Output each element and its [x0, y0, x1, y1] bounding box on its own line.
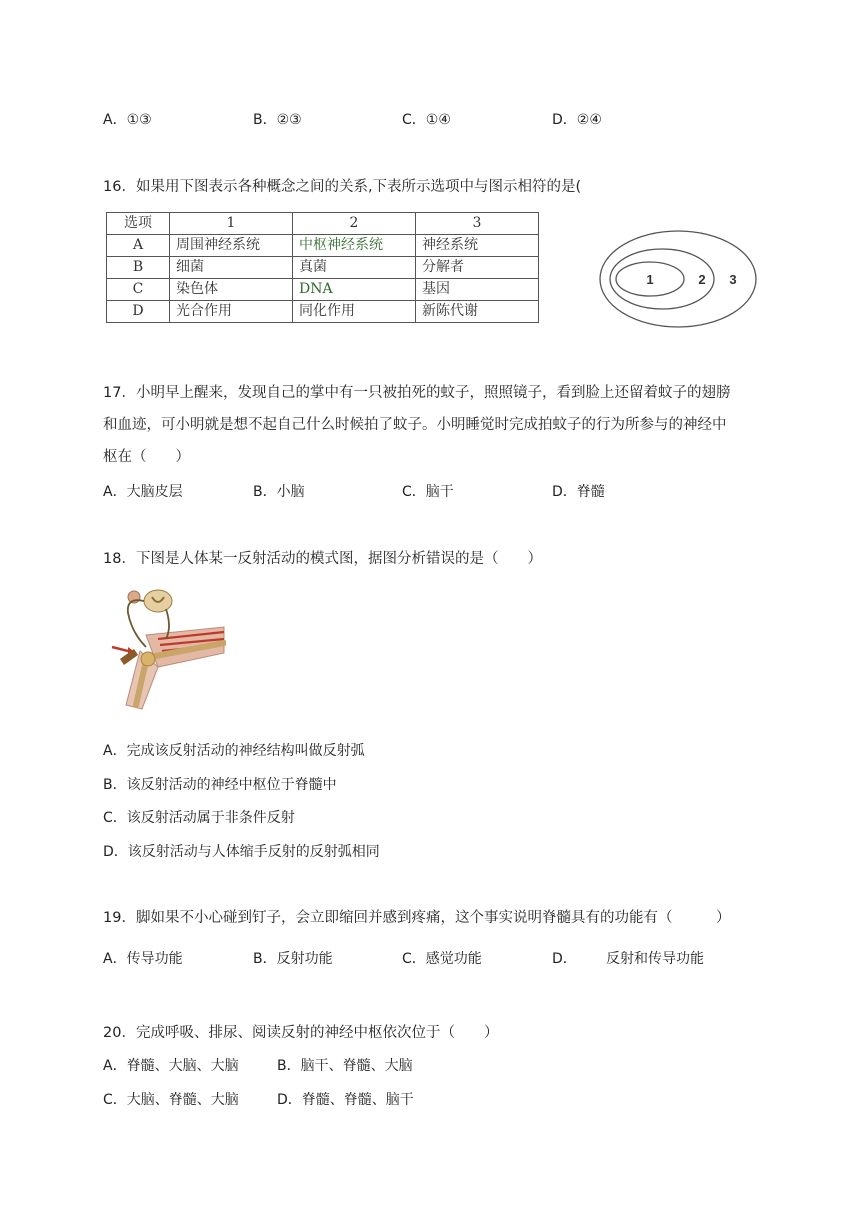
table-cell: 周围神经系统 — [170, 235, 293, 257]
q18-option-c: C．该反射活动属于非条件反射 — [103, 810, 295, 826]
q20-option-c: C．大脑、脊髓、大脑 — [103, 1092, 239, 1108]
q16-concept-table — [106, 212, 539, 323]
q19-stem: 19．脚如果不小心碰到钉子，会立即缩回并感到疼痛，这个事实说明脊髓具有的功能有（ ） — [103, 910, 731, 926]
q18-option-d: D．该反射活动与人体缩手反射的反射弧相同 — [103, 844, 380, 860]
table-cell: 中枢神经系统 — [293, 235, 416, 257]
q19-option-d-text: 反射和传导功能 — [606, 951, 704, 967]
q18-stem: 18．下图是人体某一反射活动的模式图，据图分析错误的是（ ） — [103, 551, 542, 567]
table-cell: DNA — [293, 279, 416, 301]
q17-option-d: D．脊髓 — [552, 484, 605, 500]
q20-option-d: D．脊髓、脊髓、脑干 — [277, 1092, 414, 1108]
q17-option-a: A．大脑皮层 — [103, 484, 183, 500]
q20-option-b: B．脑干、脊髓、大脑 — [277, 1058, 413, 1074]
table-row — [107, 301, 539, 323]
q16-stem: 16．如果用下图表示各种概念之间的关系,下表所示选项中与图示相符的是( — [103, 179, 582, 195]
q20-option-a: A．脊髓、大脑、大脑 — [103, 1058, 239, 1074]
table-header-cell: 2 — [293, 213, 416, 235]
table-cell: 基因 — [416, 279, 539, 301]
q19-option-b: B．反射功能 — [253, 951, 333, 967]
table-cell: C — [107, 279, 170, 301]
q15-option-a: A．①③ — [103, 112, 152, 128]
q15-option-b: B．②③ — [253, 112, 302, 128]
table-cell: 分解者 — [416, 257, 539, 279]
q17-stem-line1: 17．小明早上醒来，发现自己的掌中有一只被拍死的蚊子，照照镜子，看到脸上还留着蚊子的翅膀 — [103, 385, 731, 401]
q20-stem: 20．完成呼吸、排尿、阅读反射的神经中枢依次位于（ ） — [103, 1025, 499, 1041]
table-row — [107, 257, 539, 279]
q17-stem-line3: 枢在（ ） — [103, 449, 190, 465]
q19-option-d-letter: D． — [552, 951, 577, 967]
q15-option-d: D．②④ — [552, 112, 602, 128]
ellipse-label-3: 3 — [729, 272, 737, 287]
table-cell: 染色体 — [170, 279, 293, 301]
table-cell: D — [107, 301, 170, 323]
ellipse-label-1: 1 — [646, 272, 654, 287]
q19-option-c: C．感觉功能 — [402, 951, 482, 967]
table-cell: B — [107, 257, 170, 279]
table-header-cell: 1 — [170, 213, 293, 235]
table-cell: 神经系统 — [416, 235, 539, 257]
q18-option-a: A．完成该反射活动的神经结构叫做反射弧 — [103, 743, 365, 759]
ellipse-label-2: 2 — [698, 272, 706, 287]
table-header-cell: 选项 — [107, 213, 170, 235]
table-cell: 同化作用 — [293, 301, 416, 323]
q15-option-c: C．①④ — [402, 112, 451, 128]
q17-stem-line2: 和血迹，可小明就是想不起自己什么时候拍了蚊子。小明睡觉时完成拍蚊子的行为所参与的神经中 — [103, 417, 727, 433]
nested-ellipses-diagram — [598, 228, 760, 330]
q17-option-c: C．脑干 — [402, 484, 454, 500]
knee-reflex-diagram — [106, 587, 226, 713]
q19-option-a: A．传导功能 — [103, 951, 183, 967]
q18-option-b: B．该反射活动的神经中枢位于脊髓中 — [103, 777, 337, 793]
table-cell: A — [107, 235, 170, 257]
table-row — [107, 279, 539, 301]
q17-option-b: B．小脑 — [253, 484, 305, 500]
sensory-nerve — [128, 600, 146, 647]
table-header-cell: 3 — [416, 213, 539, 235]
table-cell: 细菌 — [170, 257, 293, 279]
table-cell: 新陈代谢 — [416, 301, 539, 323]
table-cell: 真菌 — [293, 257, 416, 279]
table-row — [107, 235, 539, 257]
knee-joint — [141, 652, 155, 666]
table-header-row — [107, 213, 539, 235]
table-cell: 光合作用 — [170, 301, 293, 323]
